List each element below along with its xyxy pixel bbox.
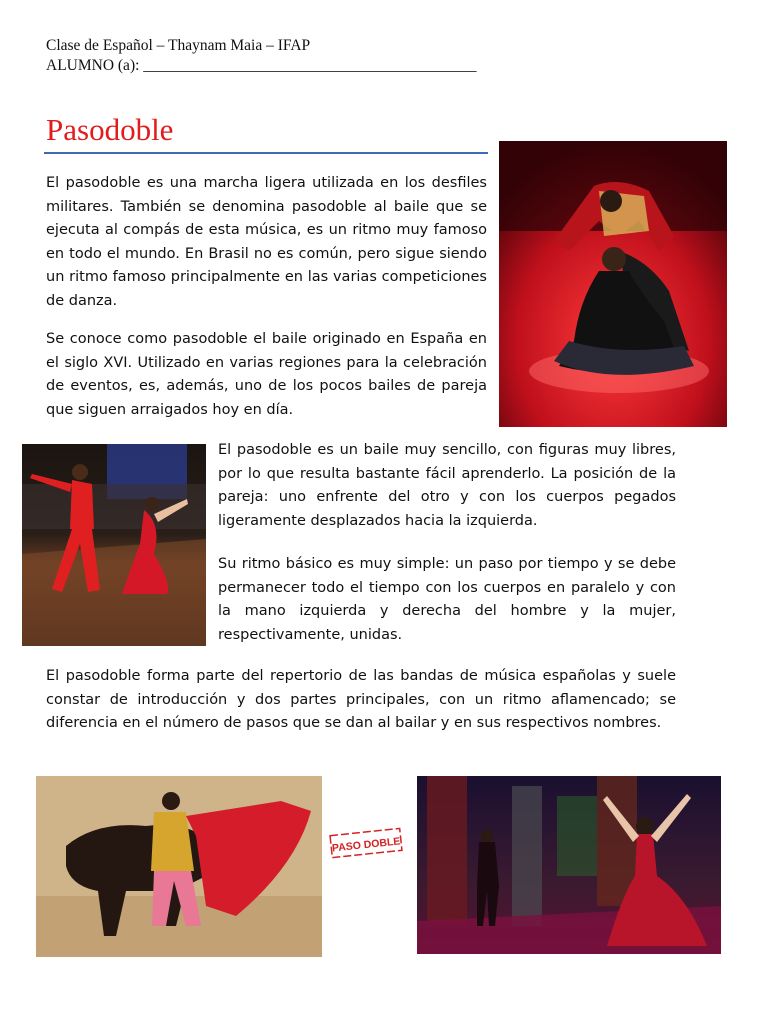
paragraph-2: Se conoce como pasodoble el baile originado en España en el siglo XVI. Utilizado en varias regiones para la celebración de eventos, es, además, uno de los pocos bailes de pareja que siguen arraigados hoy en día. bbox=[46, 331, 487, 418]
header-class-line: Clase de Español – Thaynam Maia – IFAP bbox=[46, 37, 311, 54]
paragraph-5: El pasodoble forma parte del repertorio de las bandas de música españolas y suele constar de introducción y dos partes principales, con un ritmo aflamencado; se diferencia en el número de pasos que se dan al bailar y en sus respectivos nombres. bbox=[46, 668, 676, 732]
document-header bbox=[46, 36, 477, 76]
paragraph-4: Su ritmo básico es muy simple: un paso por tiempo y se debe permanecer todo el tiempo con los cuerpos en paralelo y con la mano izquierda y derecha del hombre y la mujer, respectivamente, unidas. bbox=[218, 556, 676, 643]
stamp-text: PASO DOBLE bbox=[331, 835, 401, 855]
title-underline bbox=[44, 152, 488, 154]
dance-competition-photo bbox=[22, 444, 206, 646]
flamenco-stage-photo bbox=[417, 776, 721, 954]
paragraph-1: El pasodoble es una marcha ligera utilizada en los desfiles militares. También se denomina pasodoble al baile que se ejecuta al compás de esta música, es un ritmo muy famoso en todo el mundo. En Brasil no es común, pero sigue siendo un ritmo famoso principalmente en las varias competiciones de danza. bbox=[46, 175, 487, 309]
paragraph-3: El pasodoble es un baile muy sencillo, con figuras muy libres, por lo que resulta bastante fácil aprenderlo. La posición de la pareja: uno enfrente del otro y con los cuerpos pegados ligeramente desplazados hacia la izquierda. bbox=[218, 442, 676, 529]
page-title: Pasodoble bbox=[46, 112, 174, 147]
dance-couple-red-stage-photo bbox=[499, 141, 727, 427]
bullfighter-photo bbox=[36, 776, 322, 957]
header-student-line: ALUMNO (a): ___________________________________________ bbox=[46, 57, 477, 74]
paso-doble-stamp bbox=[327, 826, 405, 860]
